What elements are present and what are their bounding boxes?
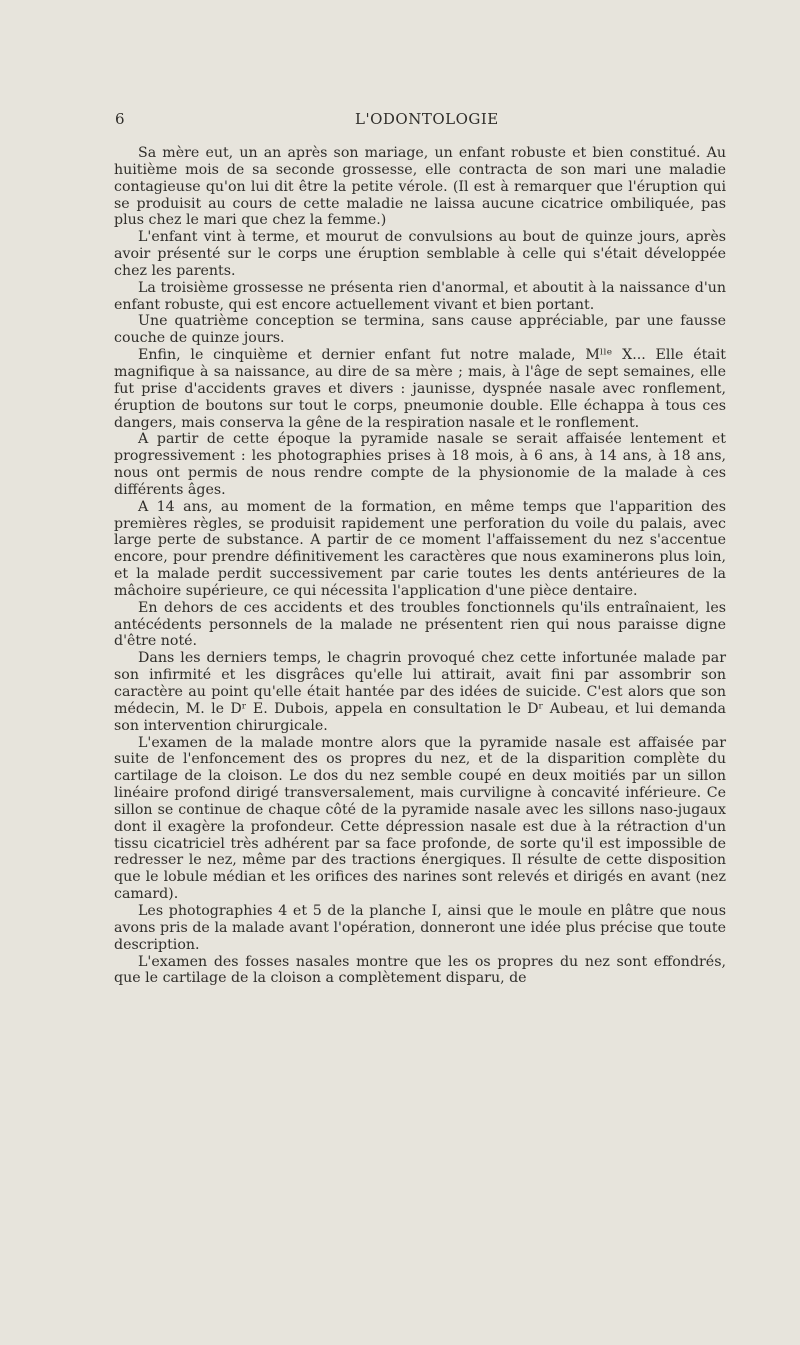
paragraph: Une quatrième conception se termina, sans cause appréciable, par une fausse couche de quinze jours. <box>114 313 726 347</box>
running-title: L'ODONTOLOGIE <box>355 110 499 128</box>
page-number: 6 <box>115 110 125 128</box>
paragraph: A 14 ans, au moment de la formation, en même temps que l'apparition des premières règles, se produisit rapidement une perforation du voile du palais, avec large perte de substance. A partir de ce moment l'affaissement du nez s'accentue encore, pour prendre définitivement les caractères que nous examinerons plus loin, et la malade perdit successivement par carie toutes les dents antérieures de la mâchoire supérieure, ce qui nécessita l'application d'une pièce dentaire. <box>114 498 726 599</box>
page-header <box>115 110 725 130</box>
paragraph: Enfin, le cinquième et dernier enfant fut notre malade, Mˡˡᵉ X... Elle était magnifique à sa naissance, au dire de sa mère ; mais, à l'âge de sept semaines, elle fut prise d'accidents graves et divers : jaunisse, dyspnée nasale avec ronflement, éruption de boutons sur tout le corps, pneumonie double. Elle échappa à tous ces dangers, mais conserva la gêne de la respiration nasale et le ronflement. <box>114 347 726 431</box>
paragraph: L'enfant vint à terme, et mourut de convulsions au bout de quinze jours, après avoir présenté sur le corps une éruption semblable à celle qui s'était développée chez les parents. <box>114 229 726 279</box>
paragraph: Sa mère eut, un an après son mariage, un enfant robuste et bien constitué. Au huitième mois de sa seconde grossesse, elle contracta de son mari une maladie contagieuse qu'on lui dit être la petite vérole. (Il est à remarquer que l'éruption qui se produisit au cours de cette maladie ne laissa aucune cicatrice ombiliquée, pas plus chez le mari que chez la femme.) <box>114 145 726 229</box>
paragraph: L'examen des fosses nasales montre que les os propres du nez sont effondrés, que le cartilage de la cloison a complètement disparu, de <box>114 953 726 987</box>
body-text <box>114 145 726 987</box>
paragraph: L'examen de la malade montre alors que la pyramide nasale est affaisée par suite de l'enfoncement des os propres du nez, et de la disparition complète du cartilage de la cloison. Le dos du nez semble coupé en deux moitiés par un sillon linéaire profond dirigé transversalement, mais curviligne à concavité inférieure. Ce sillon se continue de chaque côté de la pyramide nasale avec les sillons naso-jugaux dont il exagère la profondeur. Cette dépression nasale est due à la rétraction d'un tissu cicatriciel très adhérent par sa face profonde, de sorte qu'il est impossible de redresser le nez, même par des tractions énergiques. Il résulte de cette disposition que le lobule médian et les orifices des narines sont relevés et dirigés en avant (nez camard). <box>114 734 726 903</box>
paragraph: La troisième grossesse ne présenta rien d'anormal, et aboutit à la naissance d'un enfant robuste, qui est encore actuellement vivant et bien portant. <box>114 279 726 313</box>
paragraph: Les photographies 4 et 5 de la planche I, ainsi que le moule en plâtre que nous avons pris de la malade avant l'opération, donneront une idée plus précise que toute description. <box>114 902 726 953</box>
paragraph: En dehors de ces accidents et des troubles fonctionnels qu'ils entraînaient, les antécédents personnels de la malade ne présentent rien qui nous paraisse digne d'être noté. <box>114 599 726 650</box>
paragraph: A partir de cette époque la pyramide nasale se serait affaisée lentement et progressivement : les photographies prises à 18 mois, à 6 ans, à 14 ans, à 18 ans, nous ont permis de nous rendre compte de la physionomie de la malade à ces différents âges. <box>114 431 726 498</box>
paragraph: Dans les derniers temps, le chagrin provoqué chez cette infortunée malade par son infirmité et les disgrâces qu'elle lui attirait, avait fini par assombrir son caractère au point qu'elle était hantée par des idées de suicide. C'est alors que son médecin, M. le Dʳ E. Dubois, appela en consultation le Dʳ Aubeau, et lui demanda son intervention chirurgicale. <box>114 650 726 734</box>
